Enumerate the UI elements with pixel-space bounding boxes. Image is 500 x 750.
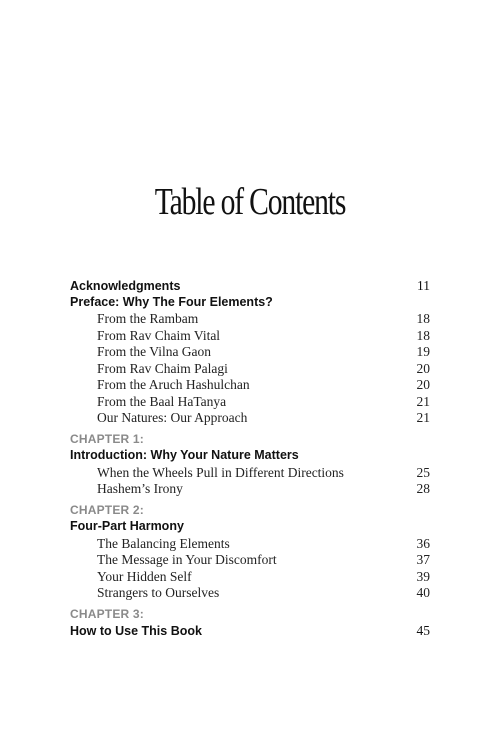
toc-subentry[interactable] — [70, 481, 430, 498]
toc-entry-preface[interactable] — [70, 295, 430, 312]
chapter-number-label: CHAPTER 3: — [70, 606, 145, 621]
page-title: Table of Contents — [154, 181, 346, 223]
toc-entry-label: The Balancing Elements — [97, 535, 230, 551]
toc-entry-label: Acknowledgments — [70, 279, 181, 293]
toc-page-number: 21 — [416, 393, 430, 409]
toc-page-number: 21 — [416, 410, 430, 425]
toc-page-number: 20 — [416, 377, 430, 392]
toc-page-number: 25 — [416, 464, 430, 480]
chapter-number — [70, 503, 430, 520]
toc-page-number: 18 — [416, 311, 430, 326]
toc-entry-label: Four-Part Harmony — [70, 519, 184, 533]
chapter-number — [70, 607, 430, 624]
chapter-number — [70, 432, 430, 449]
toc-subentry[interactable] — [70, 410, 430, 427]
toc-page-number: 36 — [416, 535, 430, 551]
toc-subentry[interactable] — [70, 344, 430, 361]
toc-page-number: 11 — [417, 278, 430, 293]
toc-entry-label: From Rav Chaim Vital — [97, 327, 221, 343]
toc-page-number: 20 — [416, 360, 430, 376]
toc-subentry[interactable] — [70, 394, 430, 411]
toc-entry-label: How to Use This Book — [70, 624, 202, 638]
chapter-number-label: CHAPTER 1: — [70, 431, 145, 446]
toc-entry-label: From the Baal HaTanya — [97, 393, 227, 409]
toc-subentry[interactable] — [70, 536, 430, 553]
toc-entry-label: From the Rambam — [97, 311, 199, 326]
toc-subentry[interactable] — [70, 328, 430, 345]
toc-entry-label: Hashem’s Irony — [97, 481, 183, 496]
toc-entry-label: Your Hidden Self — [97, 568, 192, 584]
chapter-number-label: CHAPTER 2: — [70, 502, 145, 517]
toc-entry-label: Our Natures: Our Approach — [97, 410, 248, 425]
toc-entry-label: From Rav Chaim Palagi — [97, 360, 228, 376]
toc-subentry[interactable] — [70, 311, 430, 328]
toc-entry-chapter-1[interactable] — [70, 448, 430, 465]
toc-subentry[interactable] — [70, 465, 430, 482]
toc-subentry[interactable] — [70, 552, 430, 569]
toc-entry-label: The Message in Your Discomfort — [97, 552, 277, 567]
toc-subentry[interactable] — [70, 569, 430, 586]
toc-entry-chapter-2[interactable] — [70, 519, 430, 536]
toc-entry-label: From the Vilna Gaon — [97, 344, 212, 359]
table-of-contents — [70, 278, 430, 640]
toc-page-number: 37 — [416, 552, 430, 567]
toc-entry-chapter-3[interactable] — [70, 623, 430, 640]
toc-page-number: 28 — [416, 481, 430, 496]
toc-entry-label: Preface: Why The Four Elements? — [70, 294, 273, 309]
toc-entry-label: Introduction: Why Your Nature Matters — [70, 448, 299, 462]
toc-entry-label: From the Aruch Hashulchan — [97, 377, 250, 392]
toc-subentry[interactable] — [70, 361, 430, 378]
toc-subentry[interactable] — [70, 585, 430, 602]
toc-page-number: 19 — [416, 344, 430, 359]
toc-entry-label: Strangers to Ourselves — [97, 585, 220, 600]
toc-page-number: 45 — [416, 623, 430, 638]
toc-entry-label: When the Wheels Pull in Different Directions — [97, 464, 344, 480]
toc-page-number: 40 — [416, 585, 430, 600]
toc-entry-acknowledgments[interactable] — [70, 278, 430, 295]
toc-page-number: 39 — [416, 568, 430, 584]
toc-page-number: 18 — [416, 327, 430, 343]
toc-subentry[interactable] — [70, 377, 430, 394]
